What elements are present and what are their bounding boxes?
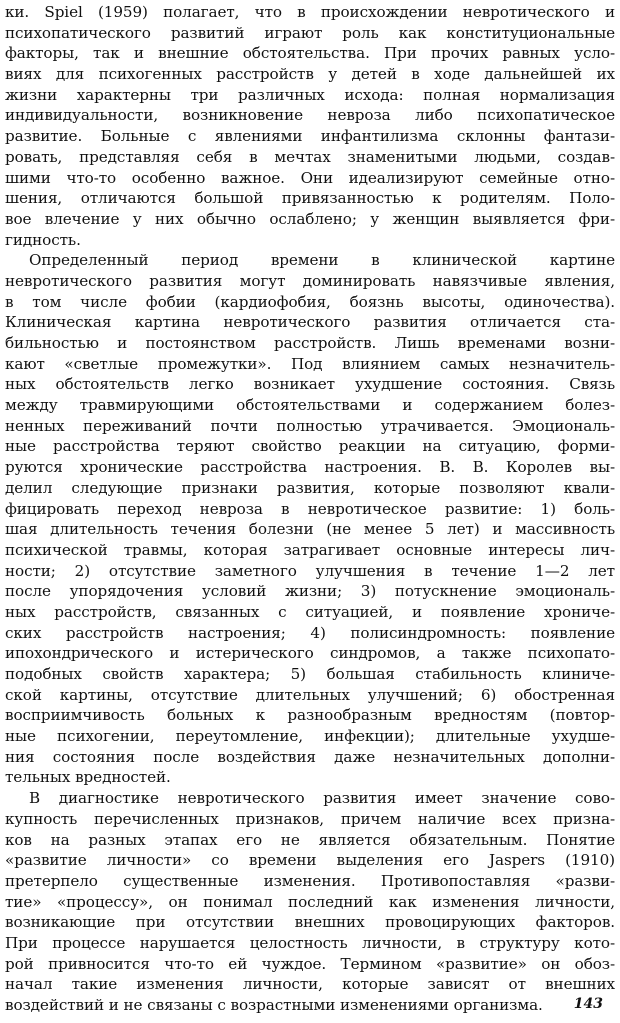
text-line: При процессе нарушается целостность личности, в структуру кото- bbox=[5, 933, 615, 952]
text-line: кают «светлые промежутки». Под влиянием самых незначитель- bbox=[5, 354, 615, 373]
text-line: Клиническая картина невротического развития отличается ста- bbox=[5, 313, 615, 332]
text-line: виях для психогенных расстройств у детей в ходе дальнейшей их bbox=[5, 65, 615, 84]
text-line: возникающие при отсутствии внешних провоцирующих факторов. bbox=[5, 913, 615, 932]
page-number: 143 bbox=[573, 995, 603, 1012]
text-line: тельных вредностей. bbox=[5, 768, 171, 787]
text-line: ные расстройства теряют свойство реакции на ситуацию, форми- bbox=[5, 437, 615, 456]
text-line: между травмирующими обстоятельствами и содержанием болез- bbox=[5, 396, 615, 415]
text-line: ния состояния после воздействия даже незначительных дополни- bbox=[5, 747, 615, 766]
text-line: ных обстоятельств легко возникает ухудшение состояния. Связь bbox=[5, 375, 615, 394]
text-line: бильностью и постоянством расстройств. Лишь временами возни- bbox=[5, 334, 615, 352]
text-line: Определенный период времени в клинической картине bbox=[29, 251, 615, 270]
text-line: ненных переживаний почти полностью утрачивается. Эмоциональ- bbox=[5, 416, 615, 435]
text-line: воздействий и не связаны с возрастными изменениями организма. bbox=[5, 996, 543, 1014]
paragraph bbox=[5, 250, 615, 788]
text-line: фицировать переход невроза в невротическое развитие: 1) боль- bbox=[5, 499, 615, 518]
text-line: ности; 2) отсутствие заметного улучшения в течение 1—2 лет bbox=[5, 561, 615, 580]
text-line: восприимчивость больных к разнообразным вредностям (повтор- bbox=[5, 706, 615, 725]
text-line: после упорядочения условий жизни; 3) потускнение эмоциональ- bbox=[5, 582, 615, 601]
text-line: «развитие личности» со времени выделения его Jaspers (1910) bbox=[5, 851, 615, 870]
text-line: психической травмы, которая затрагивает основные интересы лич- bbox=[5, 540, 615, 559]
text-line: ные психогении, переутомление, инфекции); длительные ухудше- bbox=[5, 727, 615, 746]
text-line: индивидуальности, возникновение невроза либо психопатическое bbox=[5, 106, 615, 125]
text-line: тие» «процессу», он понимал последний как изменения личности, bbox=[5, 892, 615, 911]
text-line: подобных свойств характера; 5) большая стабильность клиниче- bbox=[5, 665, 615, 683]
text-line: жизни характерны три различных исхода: полная нормализация bbox=[5, 85, 615, 104]
text-line: вое влечение у них обычно ослаблено; у женщин выявляется фри- bbox=[5, 209, 615, 228]
text-line: невротического развития могут доминировать навязчивые явления, bbox=[5, 271, 615, 290]
text-line: купность перечисленных признаков, причем наличие всех призна- bbox=[5, 809, 615, 828]
text-line: психопатического развитий играют роль как конституциональные bbox=[5, 23, 615, 42]
text-line: ки. Spiel (1959) полагает, что в происхождении невротического и bbox=[5, 3, 615, 21]
text-line: ских расстройств настроения; 4) полисиндромность: появление bbox=[5, 623, 615, 642]
text-line: делил следующие признаки развития, которые позволяют квали- bbox=[5, 478, 615, 497]
paragraph bbox=[5, 788, 615, 1016]
text-line: В диагностике невротического развития имеет значение сово- bbox=[29, 789, 615, 808]
text-line: шая длительность течения болезни (не менее 5 лет) и массивность bbox=[5, 520, 615, 539]
text-line: руются хронические расстройства настроения. В. В. Королев вы- bbox=[5, 458, 615, 477]
text-line: в том числе фобии (кардиофобия, боязнь высоты, одиночества). bbox=[5, 292, 615, 311]
text-line: начал такие изменения личности, которые зависят от внешних bbox=[5, 975, 615, 994]
text-line: гидность. bbox=[5, 230, 81, 249]
text-line: рой привносится что-то ей чуждое. Термином «развитие» он обоз- bbox=[5, 954, 615, 973]
document-page bbox=[5, 2, 615, 1016]
text-line: ровать, представляя себя в мечтах знаменитыми людьми, создав- bbox=[5, 147, 615, 166]
text-line: шения, отличаются большой привязанностью к родителям. Поло- bbox=[5, 189, 615, 208]
text-line: факторы, так и внешние обстоятельства. При прочих равных усло- bbox=[5, 44, 615, 63]
text-line: ипохондрического и истерического синдромов, а также психопато- bbox=[5, 644, 615, 663]
text-line: развитие. Больные с явлениями инфантилизма склонны фантази- bbox=[5, 127, 615, 146]
text-line: ных расстройств, связанных с ситуацией, и появление хрониче- bbox=[5, 602, 615, 621]
text-line: шими что-то особенно важное. Они идеализируют семейные отно- bbox=[5, 168, 615, 187]
text-line: ков на разных этапах его не является обязательным. Понятие bbox=[5, 830, 615, 849]
text-line: претерпело существенные изменения. Противопоставляя «разви- bbox=[5, 871, 615, 890]
paragraph bbox=[5, 2, 615, 250]
text-line: ской картины, отсутствие длительных улучшений; 6) обостренная bbox=[5, 685, 615, 704]
document-text bbox=[5, 2, 615, 1016]
